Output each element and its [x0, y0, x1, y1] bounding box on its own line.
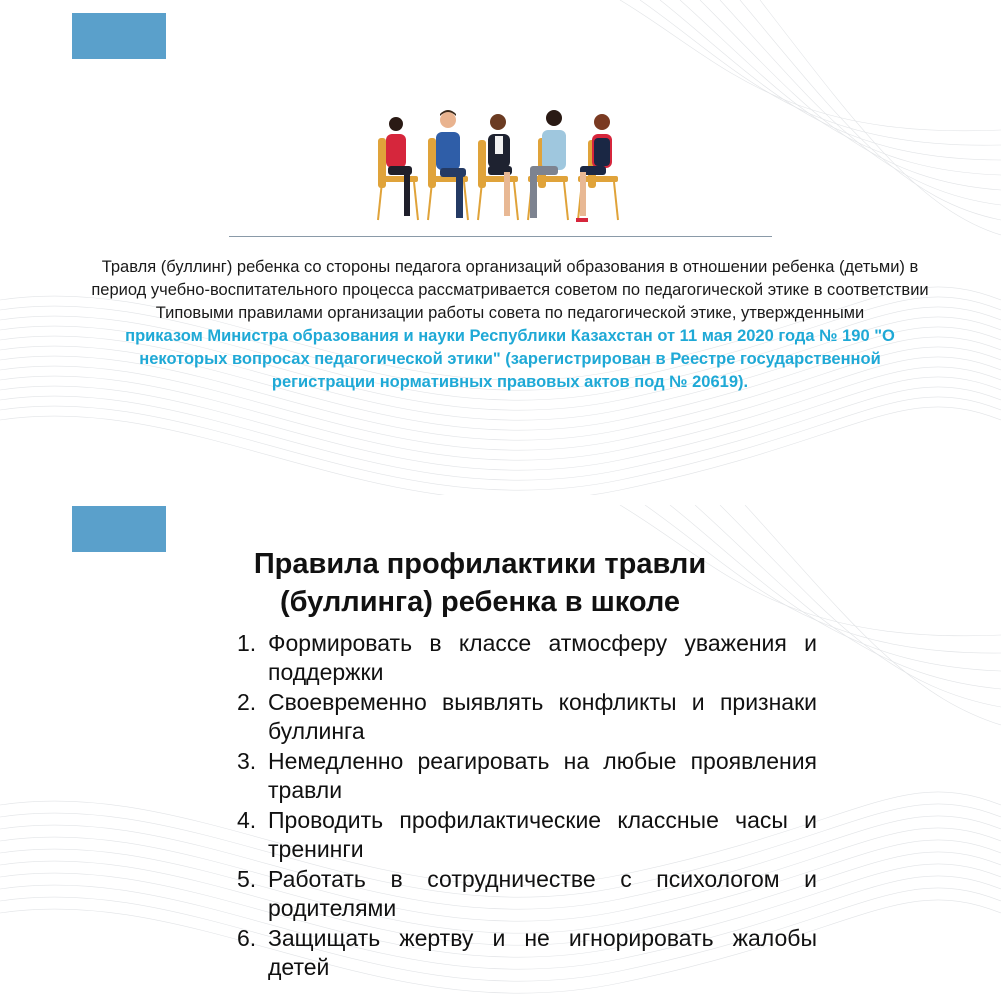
list-item [237, 806, 817, 864]
paragraph-text: Травля (буллинг) ребенка со стороны педагога организаций образования в отношении ребенка (детьми) в период учебно-воспитательного процесса рассматривается советом по педагогической этике в соответствии Типовыми правилами организации работы совета по педагогической этике, утвержденными [91, 258, 929, 322]
slide-1 [0, 0, 1001, 495]
rule-text: Защищать жертву и не игнорировать жалобы детей [268, 925, 817, 980]
list-item [237, 688, 817, 746]
rule-text: Своевременно выявлять конфликты и признаки буллинга [268, 689, 817, 744]
rule-number: 3. [237, 748, 257, 774]
rule-number: 5. [237, 866, 257, 892]
list-item [237, 865, 817, 923]
order-reference-link[interactable]: приказом Министра образования и науки Республики Казахстан от 11 мая 2020 года № 190 "О некоторых вопросах педагогической этики" (зарегистрирован в Реестре государственной регистрации нормативных правовых актов под № 20619). [125, 327, 895, 391]
page-title: Правила профилактики травли (буллинга) ребенка в школе [253, 548, 707, 618]
rule-text: Формировать в классе атмосферу уважения и поддержки [268, 630, 817, 685]
rule-number: 2. [237, 689, 257, 715]
rule-text: Работать в сотрудничестве с психологом и родителями [268, 866, 817, 921]
rules-list [237, 629, 817, 983]
wave-pattern-background [0, 0, 1001, 495]
accent-block [72, 13, 166, 59]
rule-text: Проводить профилактические классные часы и тренинги [268, 807, 817, 862]
list-item [237, 747, 817, 805]
group-meeting-illustration [370, 108, 630, 228]
list-item [237, 924, 817, 982]
rule-text: Немедленно реагировать на любые проявления травли [268, 748, 817, 803]
rule-number: 1. [237, 630, 257, 656]
slide-gap [0, 495, 1001, 505]
rule-number: 4. [237, 807, 257, 833]
accent-block [72, 506, 166, 552]
divider-line [229, 236, 772, 237]
rule-number: 6. [237, 925, 257, 951]
list-item [237, 629, 817, 687]
slide-2 [0, 505, 1001, 1001]
legal-paragraph [90, 256, 930, 394]
